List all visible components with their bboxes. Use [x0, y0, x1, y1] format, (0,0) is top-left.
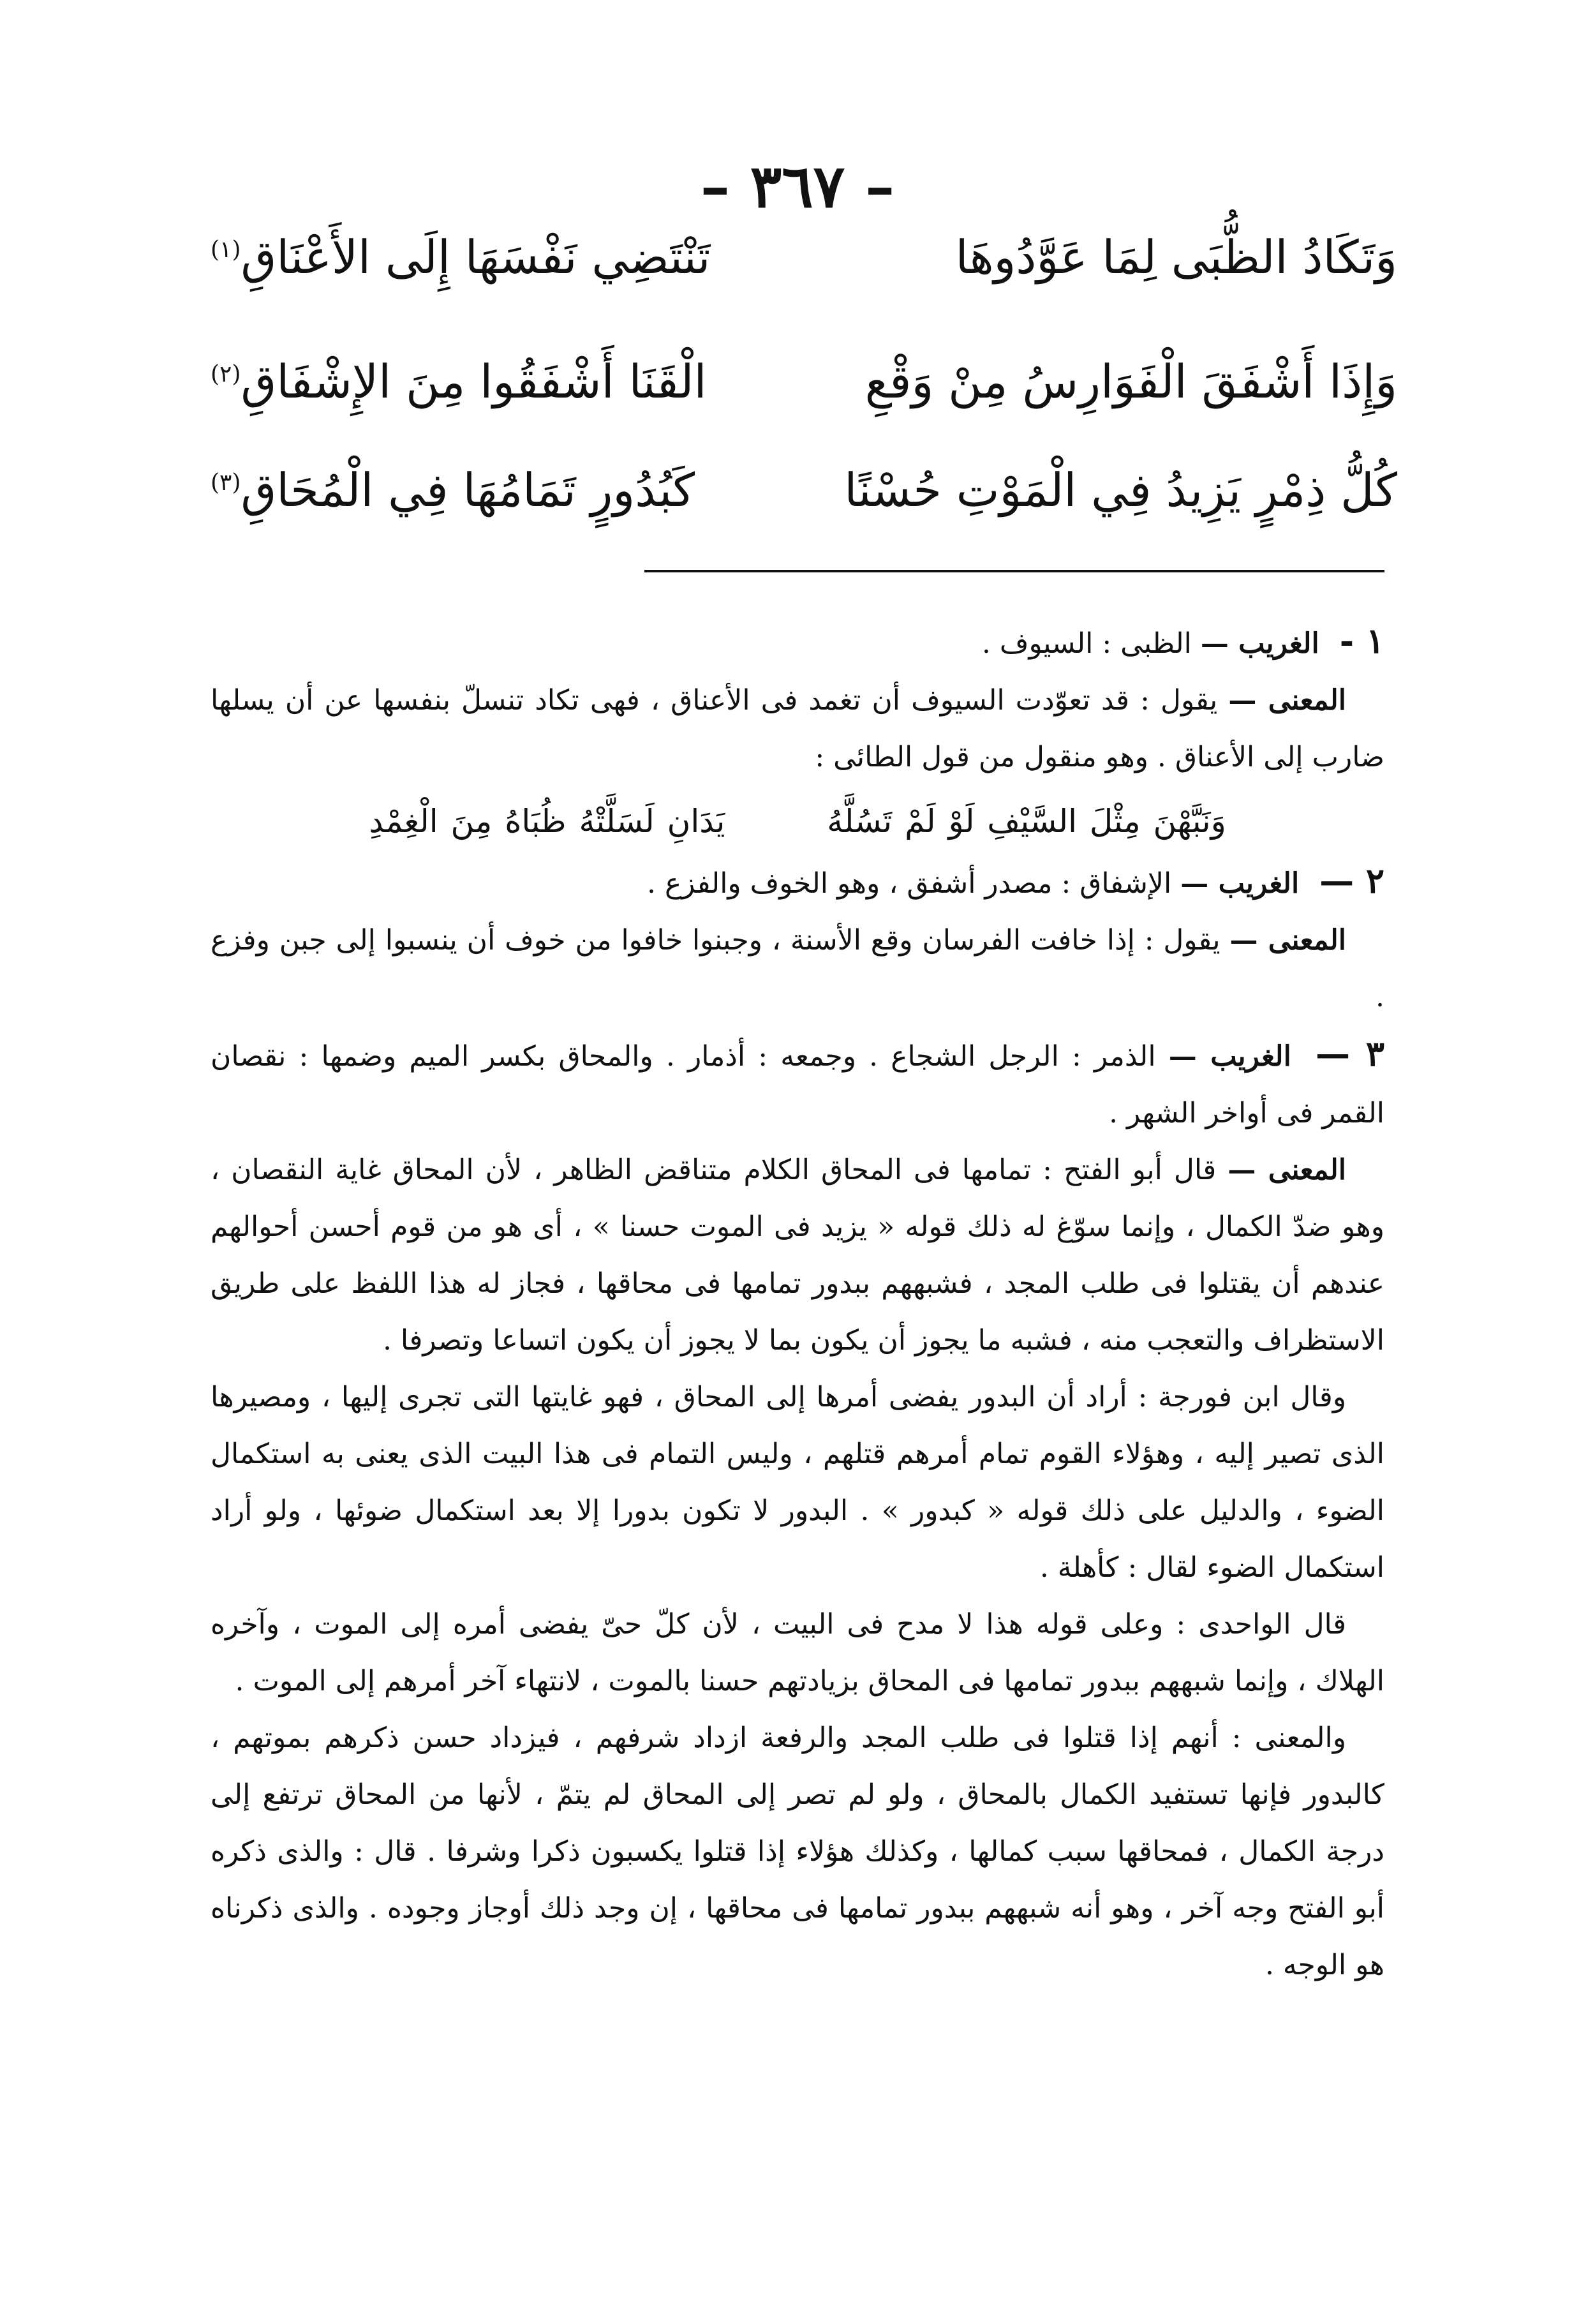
note-3-gharib: [211, 1025, 1384, 1142]
note-1-maana: [211, 672, 1384, 786]
note-3-final-meaning: والمعنى : أنهم إذا قتلوا فى طلب المجد والرفعة ازداد شرفهم ، فيزداد حسن ذكرهم بموتهم ، كالبدور فإنها تستفيد الكمال بالمحاق ، ولو لم تصر إلى المحاق لم يتمّ ، لأنها من المحاق ترتفع إلى درجة الكمال ، فمحاقها سبب كمالها ، وكذلك هؤلاء إذا قتلوا يكسبون ذكرا وشرفا . قال : والذى ذكره أبو الفتح وجه آخر ، وهو أنه شبههم ببدور تمامها فى محاقها ، إن وجد ذلك أوجاز وجوده . والذى ذكرناه هو الوجه .: [211, 1722, 1384, 1981]
note-1-maana-term: المعنى —: [1228, 684, 1346, 717]
verse-2-second-hemistich-text: الْقَنَا أَشْفَقُوا مِنَ الإِشْفَاقِ: [241, 355, 707, 408]
quoted-verse-second-hemistich: يَدَانِ لَسَلَّتْهُ ظُبَاهُ مِنَ الْغِمْدِ: [369, 803, 725, 840]
verse-1-second-hemistich-text: تَنْتَضِي نَفْسَهَا إِلَى الأَعْنَاقِ: [241, 230, 711, 284]
note-2-maana-text: يقول : إذا خافت الفرسان وقع الأسنة ، وجبنوا خافوا من خوف أن ينسبوا إلى جبن وفزع .: [211, 924, 1384, 1013]
note-3-gharib-text: الذمر : الرجل الشجاع . وجمعه : أذمار . والمحاق بكسر الميم وضمها : نقصان القمر فى أواخر الشهر .: [211, 1040, 1384, 1129]
footnote-ref-3: (٣): [211, 470, 241, 496]
note-3-maana-text: قال أبو الفتح : تمامها فى المحاق الكلام متناقض الظاهر ، لأن المحاق غاية النقصان ، وهو ضدّ الكمال ، وإنما سوّغ له ذلك قوله « يزيد فى الموت حسنا » ، أى هو من قوم أحسن أحوالهم عندهم أن يقتلوا فى طلب المجد ، فشبههم ببدور تمامها فى محاقها ، فجاز له هذا اللفظ على طريق الاستظراف والتعجب منه ، فشبه ما يجوز أن يكون بما لا يجوز أن يكون اتساعا وتصرفا .: [211, 1154, 1384, 1357]
note-3-gharib-term: الغريب —: [1168, 1040, 1291, 1073]
note-2-maana: [211, 912, 1384, 1025]
poem-verse-1: [211, 230, 1397, 285]
note-1-quoted-verse: [211, 786, 1384, 853]
note-2-number: ٢ —: [1319, 860, 1384, 901]
note-3-maana-term: المعنى —: [1228, 1154, 1346, 1186]
note-1-number: ١ -: [1339, 620, 1384, 661]
note-1-gharib-text: الظبى : السيوف .: [981, 627, 1192, 660]
note-2-maana-term: المعنى —: [1229, 924, 1346, 957]
verse-3-second-hemistich-text: كَبُدُورٍ تَمَامُهَا فِي الْمُحَاقِ: [241, 463, 695, 517]
poem-verse-3: [211, 463, 1397, 518]
quoted-verse-first-hemistich: وَنَبَّهْنَ مِثْلَ السَّيْفِ لَوْ لَمْ تَسُلَّهُ: [827, 803, 1226, 840]
note-3-maana: [211, 1142, 1384, 1369]
commentary: [211, 613, 1384, 2278]
verse-2-first-hemistich: وَإِذَا أَشْفَقَ الْفَوَارِسُ مِنْ وَقْعِ: [864, 355, 1397, 408]
note-2-gharib-text: الإشفاق : مصدر أشفق ، وهو الخوف والفزع .: [647, 867, 1172, 900]
note-3-wahidi: قال الواحدى : وعلى قوله هذا لا مدح فى البيت ، لأن كلّ حىّ يفضى أمره إلى الموت ، وآخره الهلاك ، وإنما شبههم ببدور تمامها فى المحاق بزيادتهم حسنا بالموت ، لانتهاء آخر أمرهم إلى الموت .: [211, 1608, 1384, 1697]
verse-2-second-hemistich: [211, 354, 707, 409]
verse-3-first-hemistich: كُلُّ ذِمْرٍ يَزِيدُ فِي الْمَوْتِ حُسْنًا: [844, 463, 1397, 517]
verse-3-second-hemistich: [211, 463, 695, 518]
page-number: – ٣٦٧ –: [700, 152, 895, 221]
note-1-maana-text: يقول : قد تعوّدت السيوف أن تغمد فى الأعناق ، فهى تكاد تنسلّ بنفسها عن أن يسلها ضارب إلى الأعناق . وهو منقول من قول الطائى :: [211, 684, 1384, 773]
poem-verse-2: [211, 354, 1397, 409]
footnote-ref-2: (٢): [211, 361, 241, 387]
note-1-gharib: [211, 613, 1384, 672]
note-1-gharib-term: الغريب —: [1200, 627, 1319, 660]
note-3-ibn-furraja: وقال ابن فورجة : أراد أن البدور يفضى أمرها إلى المحاق ، فهو غايتها التى تجرى إليها ، ومصيرها الذى تصير إليه ، وهؤلاء القوم تمام أمرهم قتلهم ، وليس التمام فى هذا البيت الذى يعنى به استكمال الضوء ، والدليل على ذلك قوله « كبدور » . البدور لا تكون بدورا إلا بعد استكمال ضوئها ، ولو أراد استكمال الضوء لقال : كأهلة .: [211, 1381, 1384, 1584]
section-divider: [644, 570, 1384, 572]
note-2-gharib-term: الغريب —: [1180, 867, 1300, 900]
verse-1-second-hemistich: [211, 230, 710, 285]
footnote-ref-1: (١): [211, 237, 241, 263]
note-2-gharib: [211, 853, 1384, 912]
verse-1-first-hemistich: وَتَكَادُ الظُّبَى لِمَا عَوَّدُوهَا: [955, 230, 1397, 284]
note-3-number: ٣ —: [1315, 1033, 1384, 1074]
